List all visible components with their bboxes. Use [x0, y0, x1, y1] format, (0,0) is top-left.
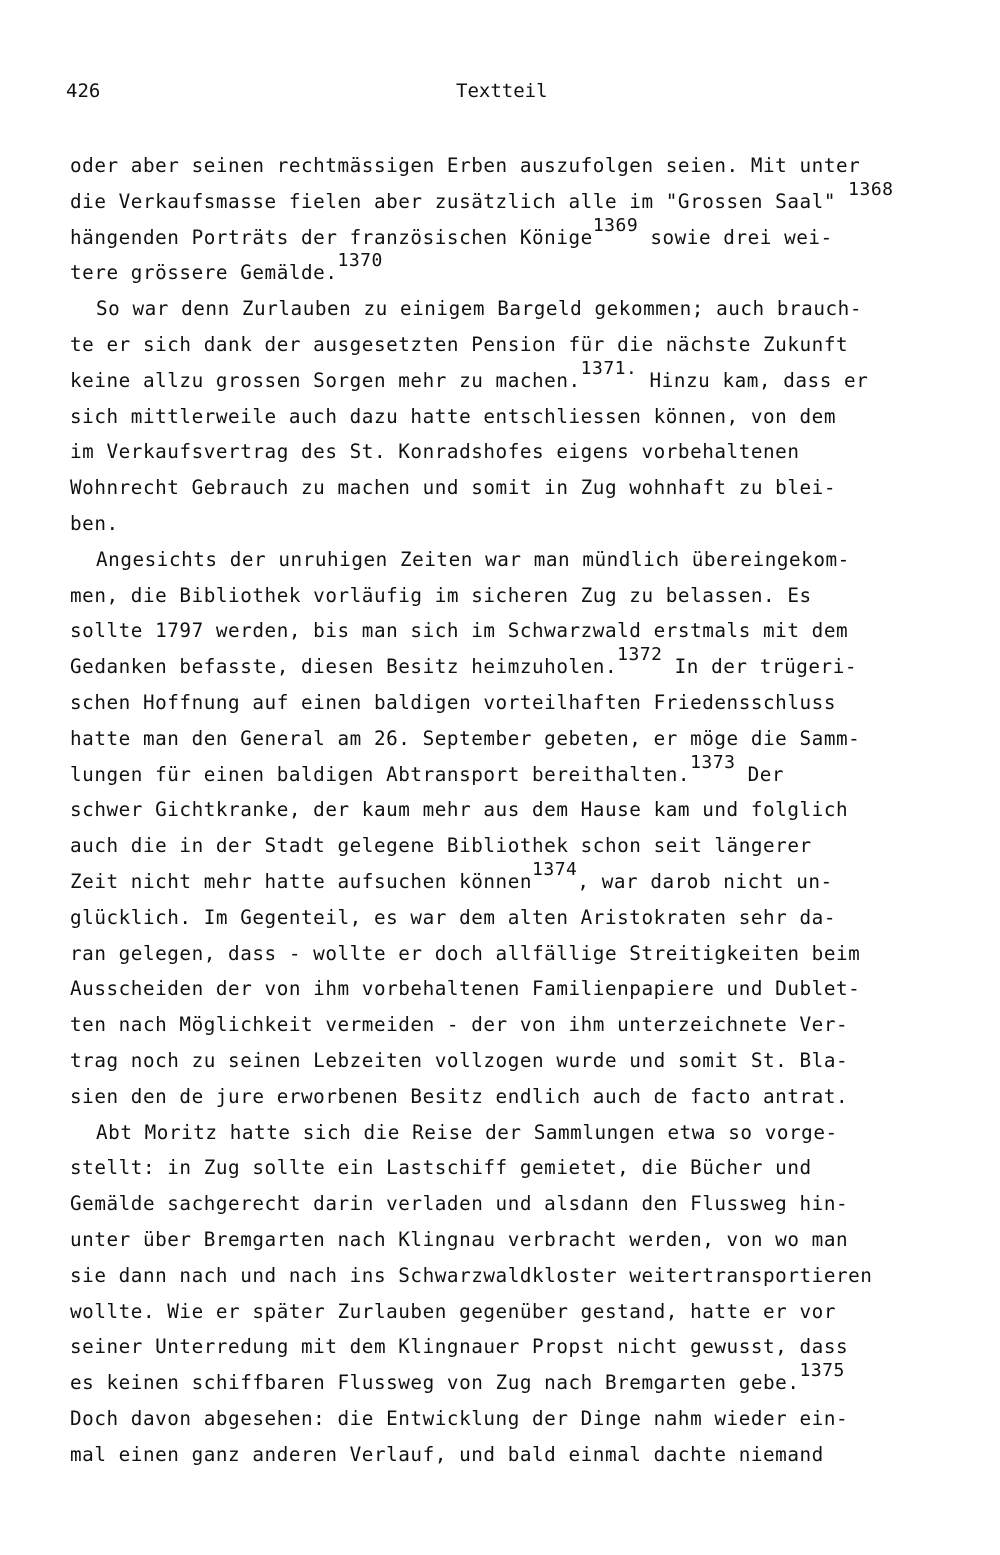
- line-text: sowie drei wei-: [638, 225, 833, 249]
- line-text: Hinzu kam, dass er: [637, 368, 869, 392]
- text-line: [70, 858, 970, 900]
- line-text: Doch davon abgesehen: die Entwicklung der Dinge nahm wieder ein-: [70, 1406, 849, 1430]
- line-text: stellt: in Zug sollte ein Lastschiff gemietet, die Bücher und: [70, 1156, 812, 1180]
- text-line: [70, 399, 970, 435]
- line-text: sie dann nach und nach ins Schwarzwaldkloster weitertransportieren: [70, 1263, 873, 1287]
- line-text: Angesichts der unruhigen Zeiten war man mündlich übereingekom-: [96, 547, 850, 571]
- footnote-marker: 1375: [799, 1360, 845, 1382]
- text-line: [70, 148, 970, 184]
- line-text: sollte 1797 werden, bis man sich im Schwarzwald erstmals mit dem: [70, 619, 849, 643]
- text-line: [70, 900, 970, 936]
- page-header: [66, 80, 946, 106]
- text-line: [70, 178, 970, 220]
- line-text: So war denn Zurlauben zu einigem Bargeld gekommen; auch brauch-: [96, 297, 862, 321]
- text-line: [70, 721, 970, 757]
- text-line: [70, 542, 970, 578]
- line-text: es keinen schiffbaren Flussweg von Zug nach Bremgarten gebe.: [70, 1371, 800, 1395]
- line-text: lungen für einen baldigen Abtransport bereithalten.: [70, 762, 691, 786]
- line-text: schwer Gichtkranke, der kaum mehr aus dem Hause kam und folglich: [70, 798, 849, 822]
- text-line: [70, 470, 970, 506]
- footnote-marker: 1374: [532, 858, 578, 880]
- text-line: [70, 1258, 970, 1294]
- line-text: hatte man den General am 26. September gebeten, er möge die Samm-: [70, 726, 861, 750]
- text-line: [70, 578, 970, 614]
- line-text: seiner Unterredung mit dem Klingnauer Propst nicht gewusst, dass: [70, 1335, 849, 1359]
- line-text: trag noch zu seinen Lebzeiten vollzogen wurde und somit St. Bla-: [70, 1048, 849, 1072]
- text-line: [70, 357, 970, 399]
- text-line: [70, 1115, 970, 1151]
- line-text: Gemälde sachgerecht darin verladen und alsdann den Flussweg hin-: [70, 1192, 849, 1216]
- line-text: Der: [735, 762, 785, 786]
- line-text: In der trügeri-: [662, 655, 858, 679]
- text-line: [70, 613, 970, 649]
- text-line: [70, 327, 970, 363]
- text-line: [70, 1150, 970, 1186]
- footnote-marker: 1370: [337, 250, 383, 272]
- line-text: ran gelegen, dass - wollte er doch allfällige Streitigkeiten beim: [70, 941, 861, 965]
- text-line: [70, 250, 970, 291]
- text-line: [70, 685, 970, 721]
- line-text: keine allzu grossen Sorgen mehr zu machen.: [70, 368, 581, 392]
- line-text: Gedanken befasste, diesen Besitz heimzuholen.: [70, 655, 618, 679]
- text-line: [70, 1007, 970, 1043]
- text-line: [70, 751, 970, 793]
- page-number: 426: [66, 80, 101, 102]
- line-text: auch die in der Stadt gelegene Bibliothek schon seit längerer: [70, 834, 812, 858]
- line-text: unter über Bremgarten nach Klingnau verbracht werden, von wo man: [70, 1227, 849, 1251]
- text-line: [70, 1222, 970, 1258]
- line-text: sien den de jure erworbenen Besitz endlich auch de facto antrat.: [70, 1084, 849, 1108]
- text-line: [70, 792, 970, 828]
- line-text: te er sich dank der ausgesetzten Pension für die nächste Zukunft: [70, 332, 849, 356]
- line-text: ten nach Möglichkeit vermeiden - der von ihm unterzeichnete Ver-: [70, 1013, 849, 1037]
- text-line: [70, 1043, 970, 1079]
- footnote-marker: 1371.: [580, 357, 638, 379]
- line-text: sich mittlerweile auch dazu hatte entschliessen können, von dem: [70, 404, 836, 428]
- line-text: men, die Bibliothek vorläufig im sicheren Zug zu belassen. Es: [70, 583, 812, 607]
- line-text: , war darob nicht un-: [577, 869, 833, 893]
- line-text: mal einen ganz anderen Verlauf, und bald einmal dachte niemand: [70, 1442, 824, 1466]
- text-line: [70, 291, 970, 327]
- text-line: [70, 1437, 970, 1473]
- text-line: [70, 1294, 970, 1330]
- line-text: Ausscheiden der von ihm vorbehaltenen Familienpapiere und Dublet-: [70, 977, 861, 1001]
- footnote-marker: 1369: [592, 214, 639, 236]
- text-line: [70, 1401, 970, 1437]
- footnote-marker: 1372: [617, 644, 663, 666]
- text-line: [70, 1186, 970, 1222]
- running-head: Textteil: [456, 80, 548, 102]
- line-text: schen Hoffnung auf einen baldigen vorteilhaften Friedensschluss: [70, 690, 836, 714]
- text-line: [70, 971, 970, 1007]
- text-line: [70, 214, 970, 256]
- text-line: [70, 1360, 970, 1401]
- line-text: im Verkaufsvertrag des St. Konradshofes eigens vorbehaltenen: [70, 440, 800, 464]
- line-text: glücklich. Im Gegenteil, es war dem alten Aristokraten sehr da-: [70, 905, 836, 929]
- text-line: [70, 644, 970, 685]
- line-text: die Verkaufsmasse fielen aber zusätzlich alle im "Grossen Saal": [70, 189, 849, 213]
- text-line: [70, 936, 970, 972]
- line-text: ben.: [70, 511, 119, 535]
- line-text: Abt Moritz hatte sich die Reise der Sammlungen etwa so vorge-: [96, 1120, 838, 1144]
- line-text: oder aber seinen rechtmässigen Erben auszufolgen seien. Mit unter: [70, 154, 861, 177]
- line-text: Zeit nicht mehr hatte aufsuchen können: [70, 869, 533, 893]
- line-text: hängenden Porträts der französischen Könige: [70, 225, 593, 249]
- text-line: [70, 434, 970, 470]
- line-text: Wohnrecht Gebrauch zu machen und somit in Zug wohnhaft zu blei-: [70, 476, 836, 500]
- body-text: [70, 148, 970, 1472]
- text-line: [70, 506, 970, 542]
- footnote-marker: 1368: [848, 178, 894, 200]
- line-text: tere grössere Gemälde.: [70, 261, 338, 285]
- footnote-marker: 1373: [690, 751, 736, 773]
- line-text: wollte. Wie er später Zurlauben gegenüber gestand, hatte er vor: [70, 1299, 836, 1323]
- text-line: [70, 828, 970, 864]
- text-line: [70, 1079, 970, 1115]
